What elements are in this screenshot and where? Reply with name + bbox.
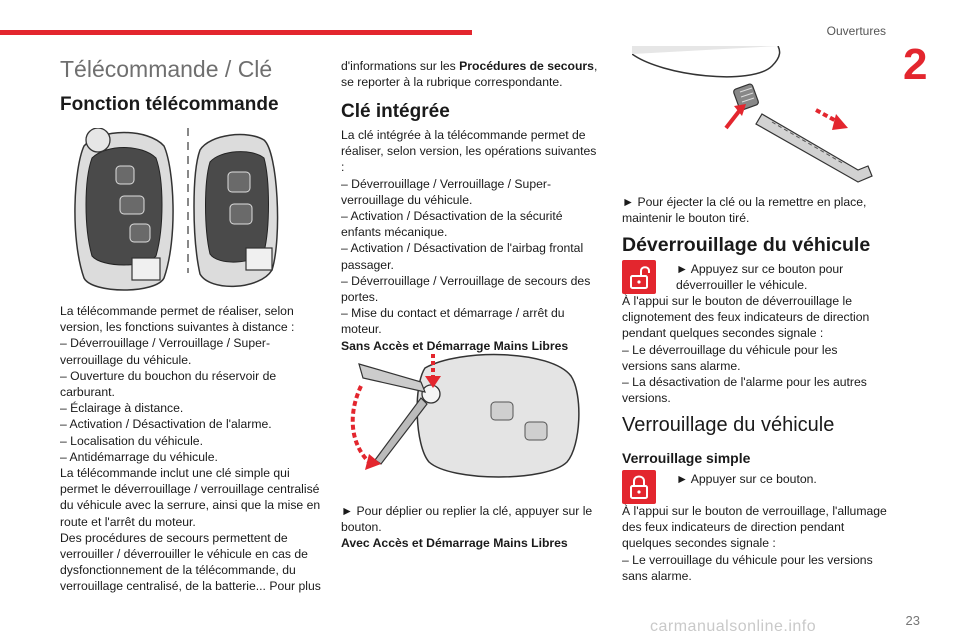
text-line: route et l'arrêt du moteur. — [60, 514, 196, 529]
text-line: ► Appuyer sur ce bouton. — [676, 472, 817, 486]
text-line: du véhicule avec la serrure, ainsi que la mise en — [60, 498, 321, 513]
text-line: enfants mécanique. — [341, 225, 448, 240]
text-line: – Activation / Désactivation de la sécurité — [341, 209, 563, 224]
text-line: versions sans alarme. — [622, 358, 741, 373]
text-line: ► Pour déplier ou replier la clé, appuyer sur le — [341, 504, 593, 518]
unlock-paragraph — [622, 293, 887, 406]
emergency-procedures-ref — [341, 58, 601, 90]
emergency-procedures-link: Procédures de secours — [459, 59, 594, 73]
text-line: version, les fonctions suivantes à distance : — [60, 320, 295, 335]
text-line: verrouillage du véhicule. — [341, 192, 473, 207]
text-line: carburant. — [60, 385, 115, 400]
header-accent-bar — [0, 30, 472, 35]
unlock-action — [676, 261, 886, 293]
text-line: pendant quelques secondes signale : — [622, 326, 824, 341]
text-span: , — [593, 59, 598, 73]
text-line: portes. — [341, 290, 379, 305]
text-line: déverrouiller le véhicule. — [676, 278, 808, 293]
text-line: se reporter à la rubrique correspondante. — [341, 75, 563, 90]
text-line: dysfonctionnement de la télécommande, du — [60, 563, 296, 578]
text-line: moteur. — [341, 322, 382, 337]
page-title: Télécommande / Clé — [60, 56, 273, 82]
fold-key-instruction — [341, 503, 603, 552]
text-line: des feux indicateurs de direction pendant — [622, 520, 845, 535]
heading-lock-vehicle: Verrouillage du véhicule — [622, 414, 835, 436]
text-line: La télécommande permet de réaliser, selon — [60, 304, 294, 318]
watermark: carmanualsonline.info — [650, 618, 817, 635]
text-line: – Localisation du véhicule. — [60, 433, 203, 448]
text-line: La clé intégrée à la télécommande permet de — [341, 128, 586, 142]
unlock-icon — [622, 260, 656, 294]
text-line: Des procédures de secours permettent de — [60, 530, 288, 545]
key-eject-illustration — [632, 46, 882, 186]
text-line: verrouillage du véhicule. — [60, 352, 192, 367]
text-line: – Le déverrouillage du véhicule pour les — [622, 342, 838, 357]
heading-unlock-vehicle: Déverrouillage du véhicule — [622, 234, 871, 256]
eject-key-instruction — [622, 194, 887, 226]
text-line: – Antidémarrage du véhicule. — [60, 449, 218, 464]
text-line: sans alarme. — [622, 568, 692, 583]
text-line: versions. — [622, 391, 671, 406]
text-line: ► Appuyez sur ce bouton pour — [676, 262, 844, 276]
text-span: d'informations sur les — [341, 59, 460, 73]
text-line: – Déverrouillage / Verrouillage / Super- — [341, 176, 552, 191]
heading-remote-function: Fonction télécommande — [60, 94, 279, 115]
text-line: passager. — [341, 257, 394, 272]
key-fold-illustration — [341, 346, 601, 486]
text-line: clignotement des feux indicateurs de direction — [622, 310, 870, 325]
text-line: – Mise du contact et démarrage / arrêt du — [341, 306, 565, 321]
text-line: La télécommande inclut une clé simple qui — [60, 466, 290, 481]
text-line: – Activation / Désactivation de l'alarme. — [60, 417, 272, 432]
integrated-key-paragraph — [341, 127, 603, 354]
label-without-hands-free: Sans Accès et Démarrage Mains Libres — [341, 338, 569, 353]
text-line: – Le verrouillage du véhicule pour les versions — [622, 552, 873, 567]
text-line: – Éclairage à distance. — [60, 401, 184, 416]
text-line: – La désactivation de l'alarme pour les autres — [622, 375, 867, 390]
text-line: – Déverrouillage / Verrouillage / Super- — [60, 336, 271, 351]
label-with-hands-free: Avec Accès et Démarrage Mains Libres — [341, 536, 568, 551]
lock-paragraph — [622, 503, 887, 584]
text-line: bouton. — [341, 520, 382, 535]
text-line: quelques secondes signale : — [622, 536, 776, 551]
text-line: ► Pour éjecter la clé ou la remettre en place, — [622, 195, 867, 209]
text-line: – Ouverture du bouchon du réservoir de — [60, 368, 277, 383]
page-number: 23 — [905, 613, 920, 628]
subheading-simple-lock: Verrouillage simple — [622, 450, 751, 466]
text-line: maintenir le bouton tiré. — [622, 211, 750, 226]
text-line: réaliser, selon version, les opérations suivantes : — [341, 144, 597, 175]
remote-control-illustration — [60, 128, 322, 298]
text-line: verrouillage centralisé, de la batterie... Pour plus — [60, 579, 321, 594]
text-line: À l'appui sur le bouton de verrouillage, l'allumage — [622, 504, 887, 518]
text-line: À l'appui sur le bouton de déverrouillage le — [622, 294, 852, 308]
lock-action — [676, 471, 886, 487]
text-line: – Déverrouillage / Verrouillage de secours des — [341, 273, 591, 288]
heading-integrated-key: Clé intégrée — [341, 101, 450, 122]
chapter-number: 2 — [903, 40, 928, 89]
section-label: Ouvertures — [826, 24, 886, 38]
remote-function-paragraph — [60, 303, 322, 595]
text-line: verrouiller / déverrouiller le véhicule en cas de — [60, 547, 308, 562]
text-line: – Activation / Désactivation de l'airbag frontal — [341, 241, 584, 256]
lock-icon — [622, 470, 656, 504]
text-line: permet le déverrouillage / verrouillage centralisé — [60, 482, 320, 497]
